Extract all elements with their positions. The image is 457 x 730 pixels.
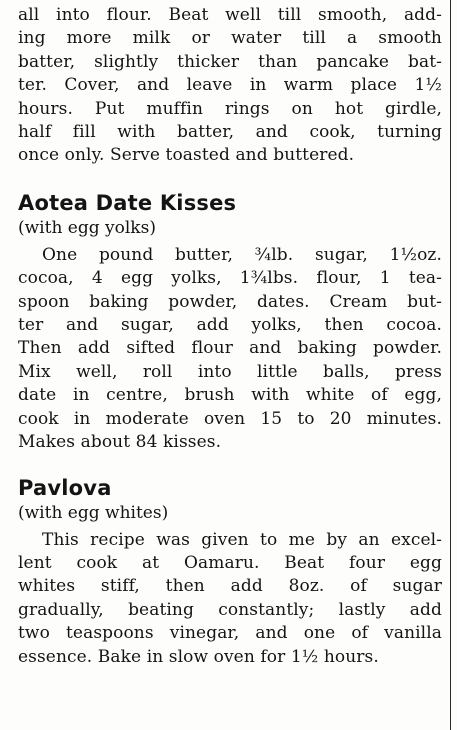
text-line: Then add sifted flour and baking powder. bbox=[18, 338, 442, 359]
recipe-title: Pavlova bbox=[18, 475, 112, 500]
text-line: One pound butter, ¾lb. sugar, 1½oz. bbox=[42, 244, 442, 265]
text-line: Makes about 84 kisses. bbox=[18, 432, 222, 453]
text-line: ing more milk or water till a smooth bbox=[18, 28, 442, 49]
text-line: Mix well, roll into little balls, press bbox=[18, 361, 442, 382]
text-line: cook in moderate oven 15 to 20 minutes. bbox=[18, 408, 442, 429]
text-line: cocoa, 4 egg yolks, 1¾lbs. flour, 1 tea- bbox=[18, 268, 442, 289]
recipe-subtitle: (with egg yolks) bbox=[18, 217, 156, 238]
recipe-aotea-date-kisses bbox=[18, 190, 442, 455]
text-line: date in centre, brush with white of egg, bbox=[18, 385, 442, 406]
intro-paragraph bbox=[18, 4, 442, 168]
recipe-subtitle: (with egg whites) bbox=[18, 502, 169, 523]
recipe-column bbox=[18, 4, 442, 669]
text-line: lent cook at Oamaru. Beat four egg bbox=[18, 552, 442, 573]
text-line: ter. Cover, and leave in warm place 1½ bbox=[18, 75, 442, 96]
text-line: essence. Bake in slow oven for 1½ hours. bbox=[18, 646, 379, 667]
text-line: whites stiff, then add 8oz. of sugar bbox=[18, 576, 442, 597]
text-line: half fill with batter, and cook, turning bbox=[18, 122, 442, 143]
text-line: gradually, beating constantly; lastly add bbox=[18, 599, 442, 620]
text-line: all into flour. Beat well till smooth, add- bbox=[18, 5, 442, 25]
text-line: batter, slightly thicker than pancake bat- bbox=[18, 51, 442, 72]
text-line: spoon baking powder, dates. Cream but- bbox=[18, 291, 442, 312]
text-line: hours. Put muffin rings on hot girdle, bbox=[18, 98, 442, 119]
recipe-pavlova bbox=[18, 475, 442, 669]
text-line: two teaspoons vinegar, and one of vanilla bbox=[18, 623, 442, 644]
text-line: once only. Serve toasted and buttered. bbox=[18, 145, 355, 166]
text-line: This recipe was given to me by an excel- bbox=[42, 529, 442, 550]
recipe-title: Aotea Date Kisses bbox=[18, 190, 237, 215]
column-rule bbox=[450, 0, 451, 730]
text-line: ter and sugar, add yolks, then cocoa. bbox=[18, 315, 442, 336]
